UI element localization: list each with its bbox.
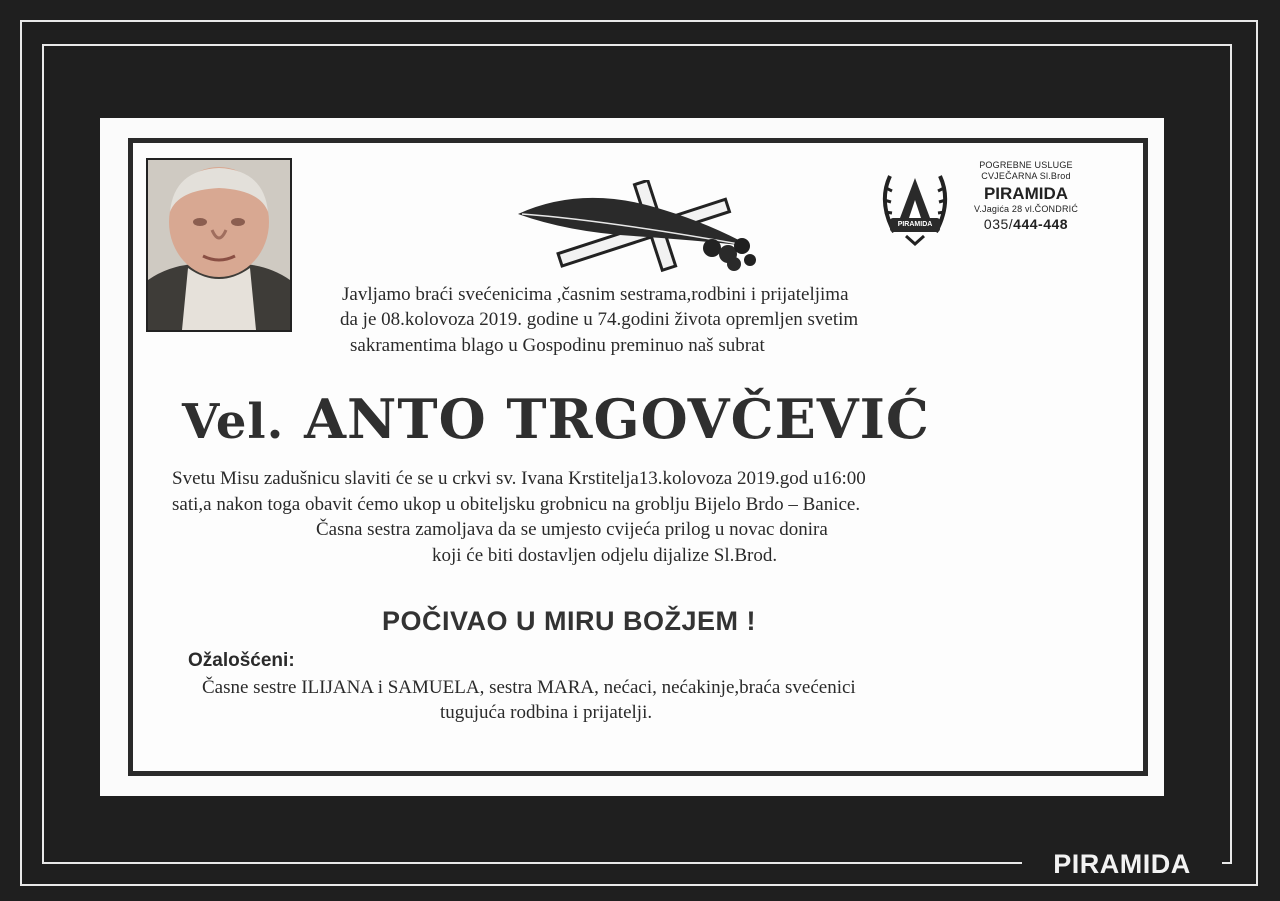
service-line-1: Svetu Misu zadušnicu slaviti će se u crkvi sv. Ivana Krstitelja13.kolovoza 2019.god u16:00 [172,468,866,489]
funeral-home-name: PIRAMIDA [983,184,1069,203]
funeral-home-phone [958,215,1094,233]
phone-prefix: 035/ [983,216,1014,232]
funeral-home-line2: CVJEČARNA Sl.Brod [981,171,1071,181]
mourners-line-2: tugujuća rodbina i prijatelji. [440,702,653,723]
mourners-line-1: Časne sestre ILIJANA i SAMUELA, sestra MARA, nećaci, nećakinje,braća svećenici [202,677,856,698]
pyramid-logo-icon [876,162,954,246]
funeral-home-line1: POGREBNE USLUGE [979,160,1073,170]
intro-line-3: sakramentima blago u Gospodinu preminuo naš subrat [350,335,765,356]
intro-line-2: da je 08.kolovoza 2019. godine u 74.godini života opremljen svetim [340,309,859,330]
portrait-photo [146,158,292,332]
deceased-prefix: Vel. [182,394,285,450]
service-line-2: sati,a nakon toga obavit ćemo ukop u obiteljsku grobnicu na groblju Bijelo Brdo – Banice. [172,494,861,515]
funeral-home-address: V.Jagića 28 vl.ČONDRIĆ [973,204,1079,214]
mourners-label: Ožalošćeni: [188,650,295,671]
cross-feather-icon [514,180,760,276]
deceased-name [182,388,930,453]
logo-badge-text: PIRAMIDA [897,221,933,228]
rip-message: POČIVAO U MIRU BOŽJEM ! [382,606,757,636]
intro-line-1: Javljamo braći svećenicima ,časnim sestrama,rodbini i prijateljima [342,284,849,305]
footer-brand: PIRAMIDA [1022,846,1222,882]
deceased-full-name: ANTO TRGOVČEVIĆ [304,387,930,451]
phone-number: 444-448 [1013,216,1069,232]
service-line-3: Časna sestra zamoljava da se umjesto cvijeća prilog u novac donira [316,519,828,540]
portrait-icon [148,160,290,330]
funeral-home-info [958,160,1094,233]
service-line-4: koji će biti dostavljen odjelu dijalize Sl.Brod. [432,545,778,566]
